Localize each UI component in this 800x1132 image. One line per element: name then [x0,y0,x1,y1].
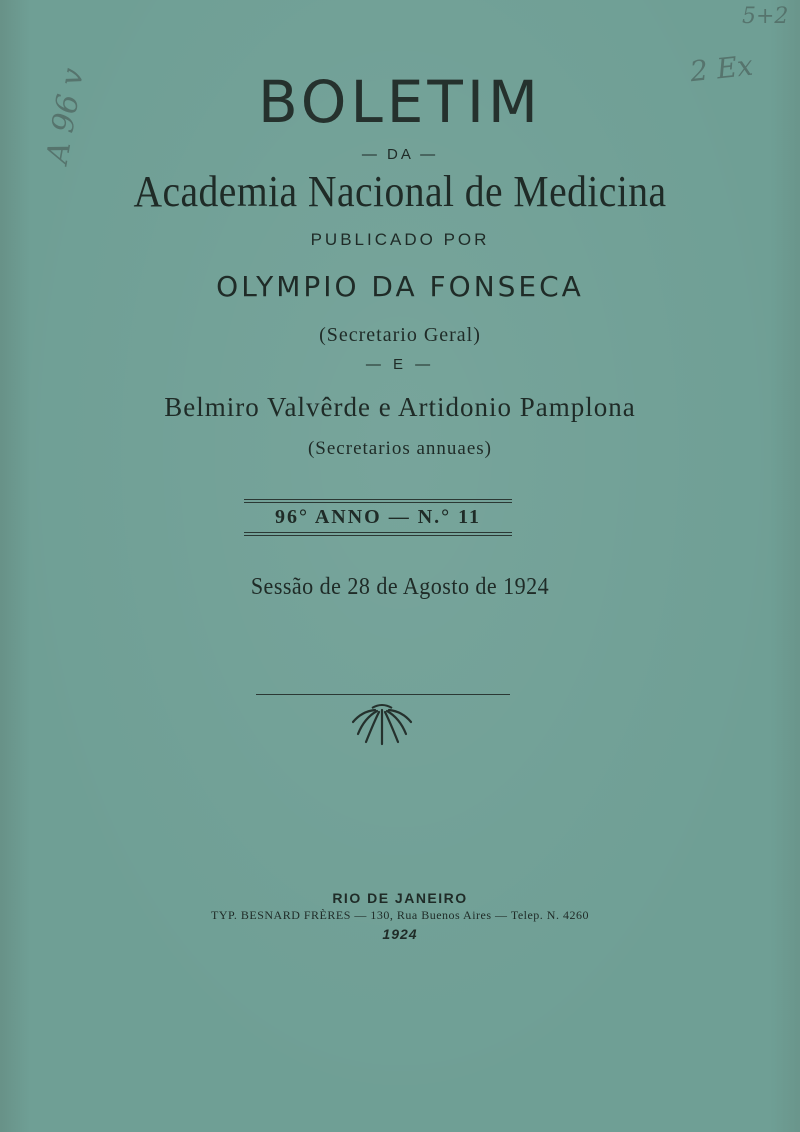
publicado-por-label: PUBLICADO POR [310,230,490,249]
imprint-year: 1924 [382,926,418,942]
rule-top-1 [244,499,512,500]
handwritten-note-right: 2 Ex [688,48,755,89]
e-separator: — E — [365,356,435,373]
co-editors: Belmiro Valvêrde e Artidonio Pamplona [164,392,636,422]
da-label: — DA — [361,146,439,163]
rule-bottom-2 [244,535,512,536]
boletim-title: BOLETIM [258,68,542,136]
editor-name: OLYMPIO DA FONSECA [216,270,584,303]
session-date: Sessão de 28 de Agosto de 1924 [250,574,550,600]
ornament-rule [256,694,510,695]
rule-top-2 [244,502,512,503]
handwritten-note-left: A 96 v [40,65,92,167]
academy-name: Academia Nacional de Medicina [133,167,667,216]
rule-bottom-1 [244,532,512,533]
handwritten-note-top-right: 5+2 [742,4,789,29]
fleuron-ornament-icon [350,700,414,750]
imprint-city: RIO DE JANEIRO [332,890,468,906]
issue-box [244,499,512,535]
issue-number: 96° ANNO — N.° 11 [274,506,482,528]
co-editors-role: (Secretarios annuaes) [307,438,492,459]
imprint-printer: TYP. BESNARD FRÈRES — 130, Rua Buenos Aires — Telep. N. 4260 [211,908,589,922]
editor-role: (Secretario Geral) [319,324,481,346]
